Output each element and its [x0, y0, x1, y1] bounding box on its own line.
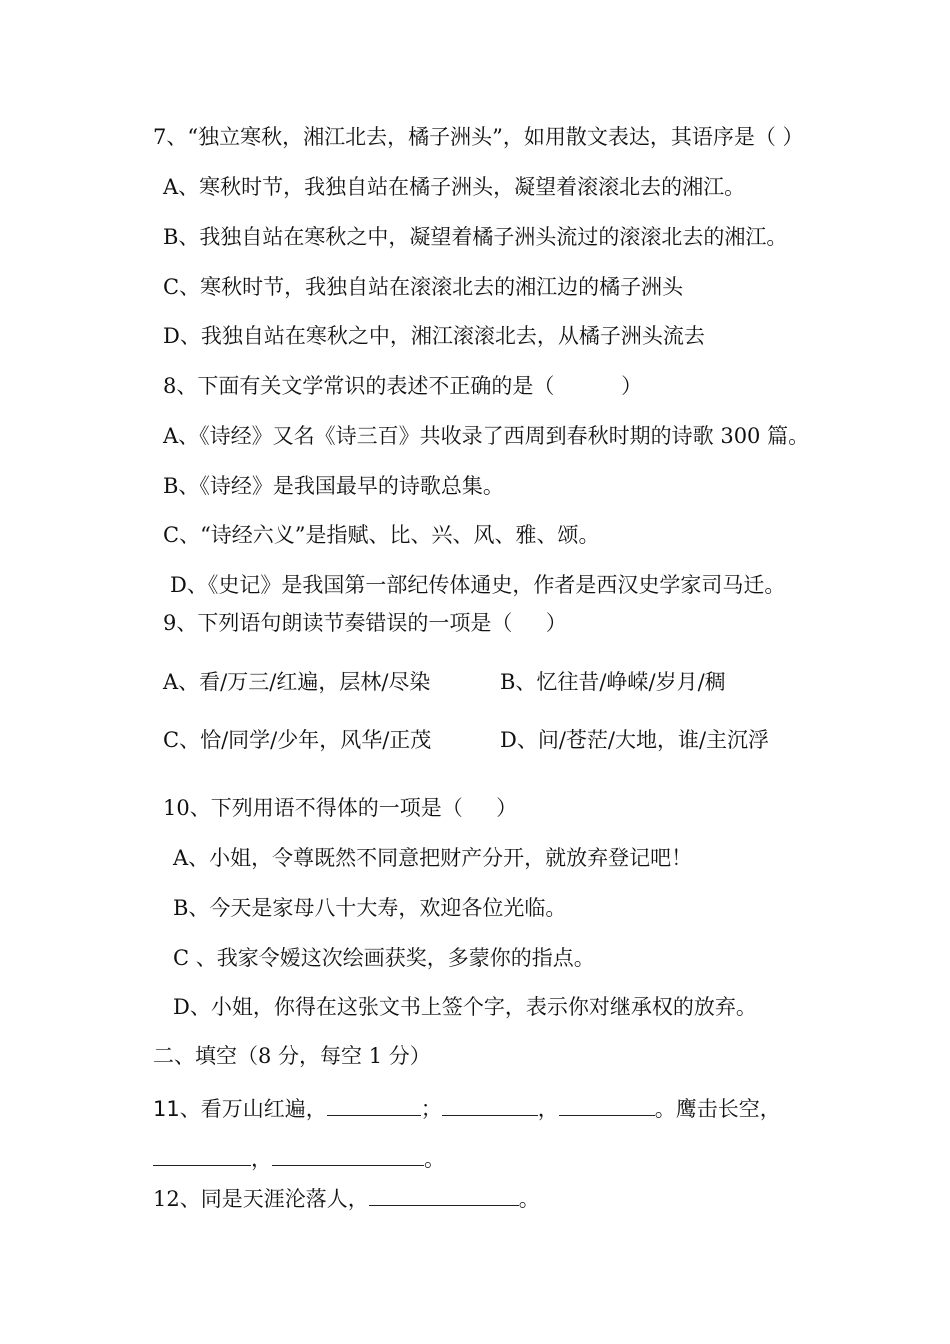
q12-blank-1[interactable]: [369, 1185, 519, 1206]
q7-stem: 7、“独立寒秋，湘江北去，橘子洲头”，如用散文表达，其语序是（ ）: [153, 125, 804, 149]
q9-option-c: C、恰/同学/少年，风华/正茂: [163, 728, 432, 752]
q11-sep-3: ，: [251, 1147, 272, 1171]
q11-blank-1[interactable]: [327, 1095, 421, 1116]
q12-prefix: 12、同是天涯沦落人，: [153, 1187, 369, 1211]
q10-option-b: B、今天是家母八十大寿，欢迎各位光临。: [173, 896, 567, 920]
q8-option-a: A、《诗经》又名《诗三百》共收录了西周到春秋时期的诗歌 300 篇。: [163, 424, 810, 448]
q11-prefix: 、看万山红遍，: [179, 1097, 327, 1121]
q12-end: 。: [518, 1187, 540, 1211]
q9-option-d: D、问/苍茫/大地，谁/主沉浮: [500, 728, 770, 752]
q10-stem: 10、下列用语不得体的一项是（ ）: [163, 796, 518, 820]
q10-option-c: C 、我家令嫒这次绘画获奖，多蒙你的指点。: [173, 946, 595, 970]
q7-option-a: A、寒秋时节，我独自站在橘子洲头，凝望着滚滚北去的湘江。: [163, 175, 746, 199]
q7-option-b: B、我独自站在寒秋之中，凝望着橘子洲头流过的滚滚北去的湘江。: [163, 225, 788, 249]
q10-option-d: D、小姐，你得在这张文书上签个字，表示你对继承权的放弃。: [173, 995, 757, 1019]
q8-stem: 8、下面有关文学常识的表述不正确的是（ ）: [163, 374, 643, 398]
q11-number: 11: [153, 1097, 180, 1121]
q11-sep-1: ；: [420, 1097, 442, 1121]
q8-option-b: B、《诗经》是我国最早的诗歌总集。: [163, 474, 504, 498]
q11-blank-3[interactable]: [559, 1095, 655, 1116]
q11-mid: 。鹰击长空，: [654, 1097, 781, 1121]
q9-option-a: A、看/万三/红遍，层林/尽染: [163, 670, 431, 694]
q9-stem: 9、下列语句朗读节奏错误的一项是（ ）: [163, 611, 567, 635]
q12-line: [153, 1185, 540, 1212]
q11-blank-5[interactable]: [272, 1145, 424, 1166]
q11-line2: [153, 1145, 445, 1172]
q11-line1: [153, 1095, 781, 1122]
q9-option-b: B、忆往昔/峥嵘/岁月/稠: [500, 670, 726, 694]
section2-title: 二、填空（8 分，每空 1 分）: [153, 1044, 431, 1068]
q8-option-d: D、《史记》是我国第一部纪传体通史，作者是西汉史学家司马迁。: [170, 573, 786, 597]
q8-option-c: C、“诗经六义”是指赋、比、兴、风、雅、颂。: [163, 523, 600, 547]
q7-option-d: D、我独自站在寒秋之中，湘江滚滚北去，从橘子洲头流去: [163, 324, 705, 348]
q11-blank-2[interactable]: [442, 1095, 538, 1116]
q11-end: 。: [424, 1147, 445, 1171]
q10-option-a: A、小姐，令尊既然不同意把财产分开，就放弃登记吧！: [173, 846, 693, 870]
q7-option-c: C、寒秋时节，我独自站在滚滚北去的湘江边的橘子洲头: [163, 275, 684, 299]
q11-blank-4[interactable]: [153, 1145, 251, 1166]
q11-sep-2: ，: [537, 1097, 559, 1121]
